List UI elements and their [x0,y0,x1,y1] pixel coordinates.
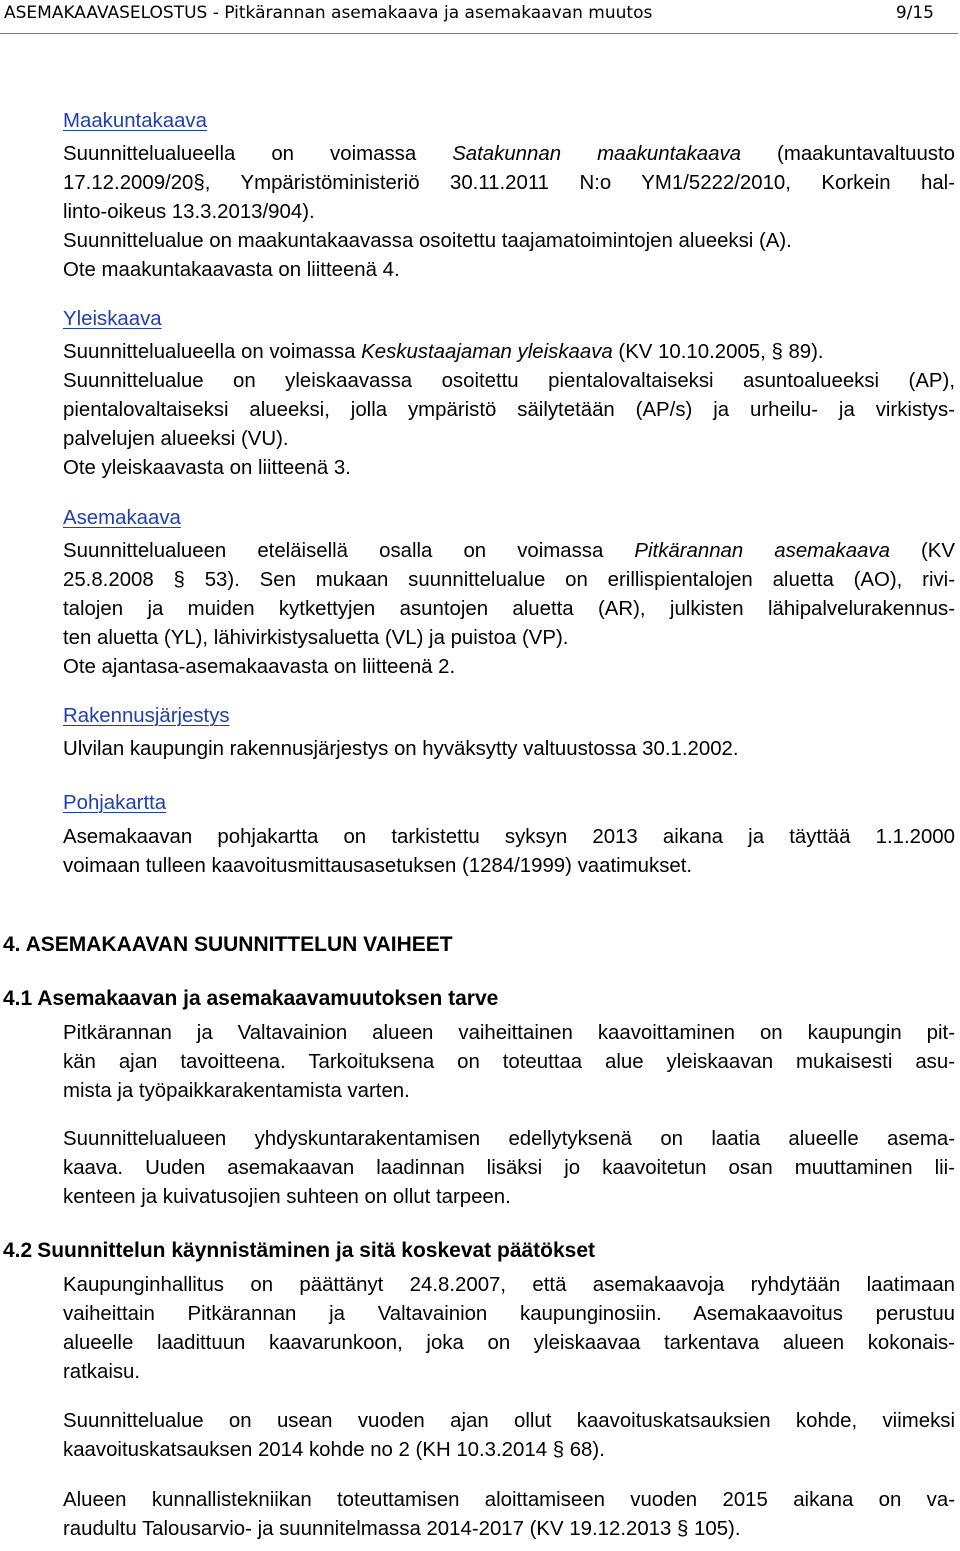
section-title: Asemakaavan ja asemakaavamuutoksen tarve [37,987,499,1010]
text-line: Suunnittelualueen eteläisellä osalla on voimassa Pitkärannan asemakaava (KV [63,540,955,562]
text-line: Ote ajantasa-asemakaavasta on liitteenä 2. [63,656,456,678]
paragraph-maakuntakaava [63,140,955,285]
paragraph-4-2-b [63,1407,955,1465]
heading-pohjakartta: Pohjakartta [63,792,167,814]
text-line: 17.12.2009/20§, Ympäristöministeriö 30.11.2011 N:o YM1/5222/2010, Korkein hal- [63,172,955,194]
text-line: kän ajan tavoitteena. Tarkoituksena on toteuttaa alue yleiskaavan mukaisesti asu- [63,1051,955,1073]
text-line: Suunnittelualueella on voimassa Keskustaajaman yleiskaava (KV 10.10.2005, § 89). [63,341,824,363]
text-line: Suunnittelualue on usean vuoden ajan ollut kaavoituskatsauksien kohde, viimeksi [63,1410,955,1432]
text-line: mista ja työpaikkarakentamista varten. [63,1080,410,1102]
text-line: Suunnittelualue on yleiskaavassa osoitettu pientalovaltaiseksi asuntoalueeksi (AP), [63,370,955,392]
paragraph-4-2-c [63,1486,955,1544]
text-line: Suunnittelualueella on voimassa Satakunnan maakuntakaava (maakuntavaltuusto [63,143,956,165]
page-header [4,0,934,26]
text-line: alueelle laadittuun kaavarunkoon, joka on yleiskaavaa tarkentava alueen kokonais- [63,1332,955,1354]
text-line: Suunnittelualue on maakuntakaavassa osoitettu taajamatoimintojen alueeksi (A). [63,230,792,252]
text-line: Pitkärannan ja Valtavainion alueen vaiheittainen kaavoittaminen on kaupungin pit- [63,1022,955,1044]
text-line: Suunnittelualueen yhdyskuntarakentamisen edellytyksenä on laatia alueelle asema- [63,1128,955,1150]
text-line: raudultu Talousarvio- ja suunnitelmassa 2014-2017 (KV 19.12.2013 § 105). [63,1518,741,1540]
text-line: Asemakaavan pohjakartta on tarkistettu syksyn 2013 aikana ja täyttää 1.1.2000 [63,826,955,848]
heading-asemakaava: Asemakaava [63,507,181,529]
text-line: Ote yleiskaavasta on liitteenä 3. [63,457,351,479]
section-4-2-title [3,1236,595,1266]
text-line: palvelujen alueeksi (VU). [63,428,289,450]
paragraph-4-1-b [63,1125,955,1212]
text-line: kaava. Uuden asemakaavan laadinnan lisäksi jo kaavoitetun osan muuttaminen lii- [63,1157,955,1179]
heading-yleiskaava: Yleiskaava [63,308,162,330]
text-line: talojen ja muiden kytkettyjen asuntojen aluetta (AR), julkisten lähipalvelurakennus- [63,598,955,620]
text-line: Ulvilan kaupungin rakennusjärjestys on hyväksytty valtuustossa 30.1.2002. [63,738,739,760]
text-line: pientalovaltaiseksi alueeksi, jolla ympäristö säilytetään (AP/s) ja urheilu- ja virkistys- [63,399,955,421]
paragraph-4-2-a [63,1271,955,1387]
section-number: 4.1 [3,987,33,1010]
page-number: 9/15 [895,3,934,23]
text-line: 25.8.2008 § 53). Sen mukaan suunnittelualue on erillispientalojen aluetta (AO), rivi- [63,569,955,591]
paragraph-asemakaava [63,537,955,682]
text-line: kenteen ja kuivatusojien suhteen on ollut tarpeen. [63,1186,511,1208]
paragraph-rakennusjarjestys [63,735,955,764]
document-title: ASEMAKAAVASELOSTUS - Pitkärannan asemakaava ja asemakaavan muutos [4,3,653,23]
text-line: Ote maakuntakaavasta on liitteenä 4. [63,259,400,281]
paragraph-yleiskaava [63,338,955,483]
text-line: ratkaisu. [63,1361,141,1383]
header-divider [0,33,958,34]
text-line: ten aluetta (YL), lähivirkistysaluetta (VL) ja puistoa (VP). [63,627,569,649]
text-line: Kaupunginhallitus on päättänyt 24.8.2007, että asemakaavoja ryhdytään laatimaan [63,1274,955,1296]
text-line: linto-oikeus 13.3.2013/904). [63,201,315,223]
text-line: Alueen kunnallistekniikan toteuttamisen aloittamiseen vuoden 2015 aikana on va- [63,1489,955,1511]
chapter-4-title: 4. ASEMAKAAVAN SUUNNITTELUN VAIHEET [3,933,453,956]
text-line: vaiheittain Pitkärannan ja Valtavainion kaupunginosiin. Asemakaavoitus perustuu [63,1303,955,1325]
text-line: voimaan tulleen kaavoitusmittausasetuksen (1284/1999) vaatimukset. [63,855,693,877]
heading-rakennusjarjestys: Rakennusjärjestys [63,705,230,727]
section-4-1-title [3,984,498,1014]
section-number: 4.2 [3,1239,33,1262]
paragraph-4-1-a [63,1019,955,1106]
paragraph-pohjakartta [63,823,955,881]
text-line: kaavoituskatsauksen 2014 kohde no 2 (KH 10.3.2014 § 68). [63,1439,605,1461]
heading-maakuntakaava: Maakuntakaava [63,110,207,132]
section-title: Suunnittelun käynnistäminen ja sitä koskevat päätökset [37,1239,596,1262]
